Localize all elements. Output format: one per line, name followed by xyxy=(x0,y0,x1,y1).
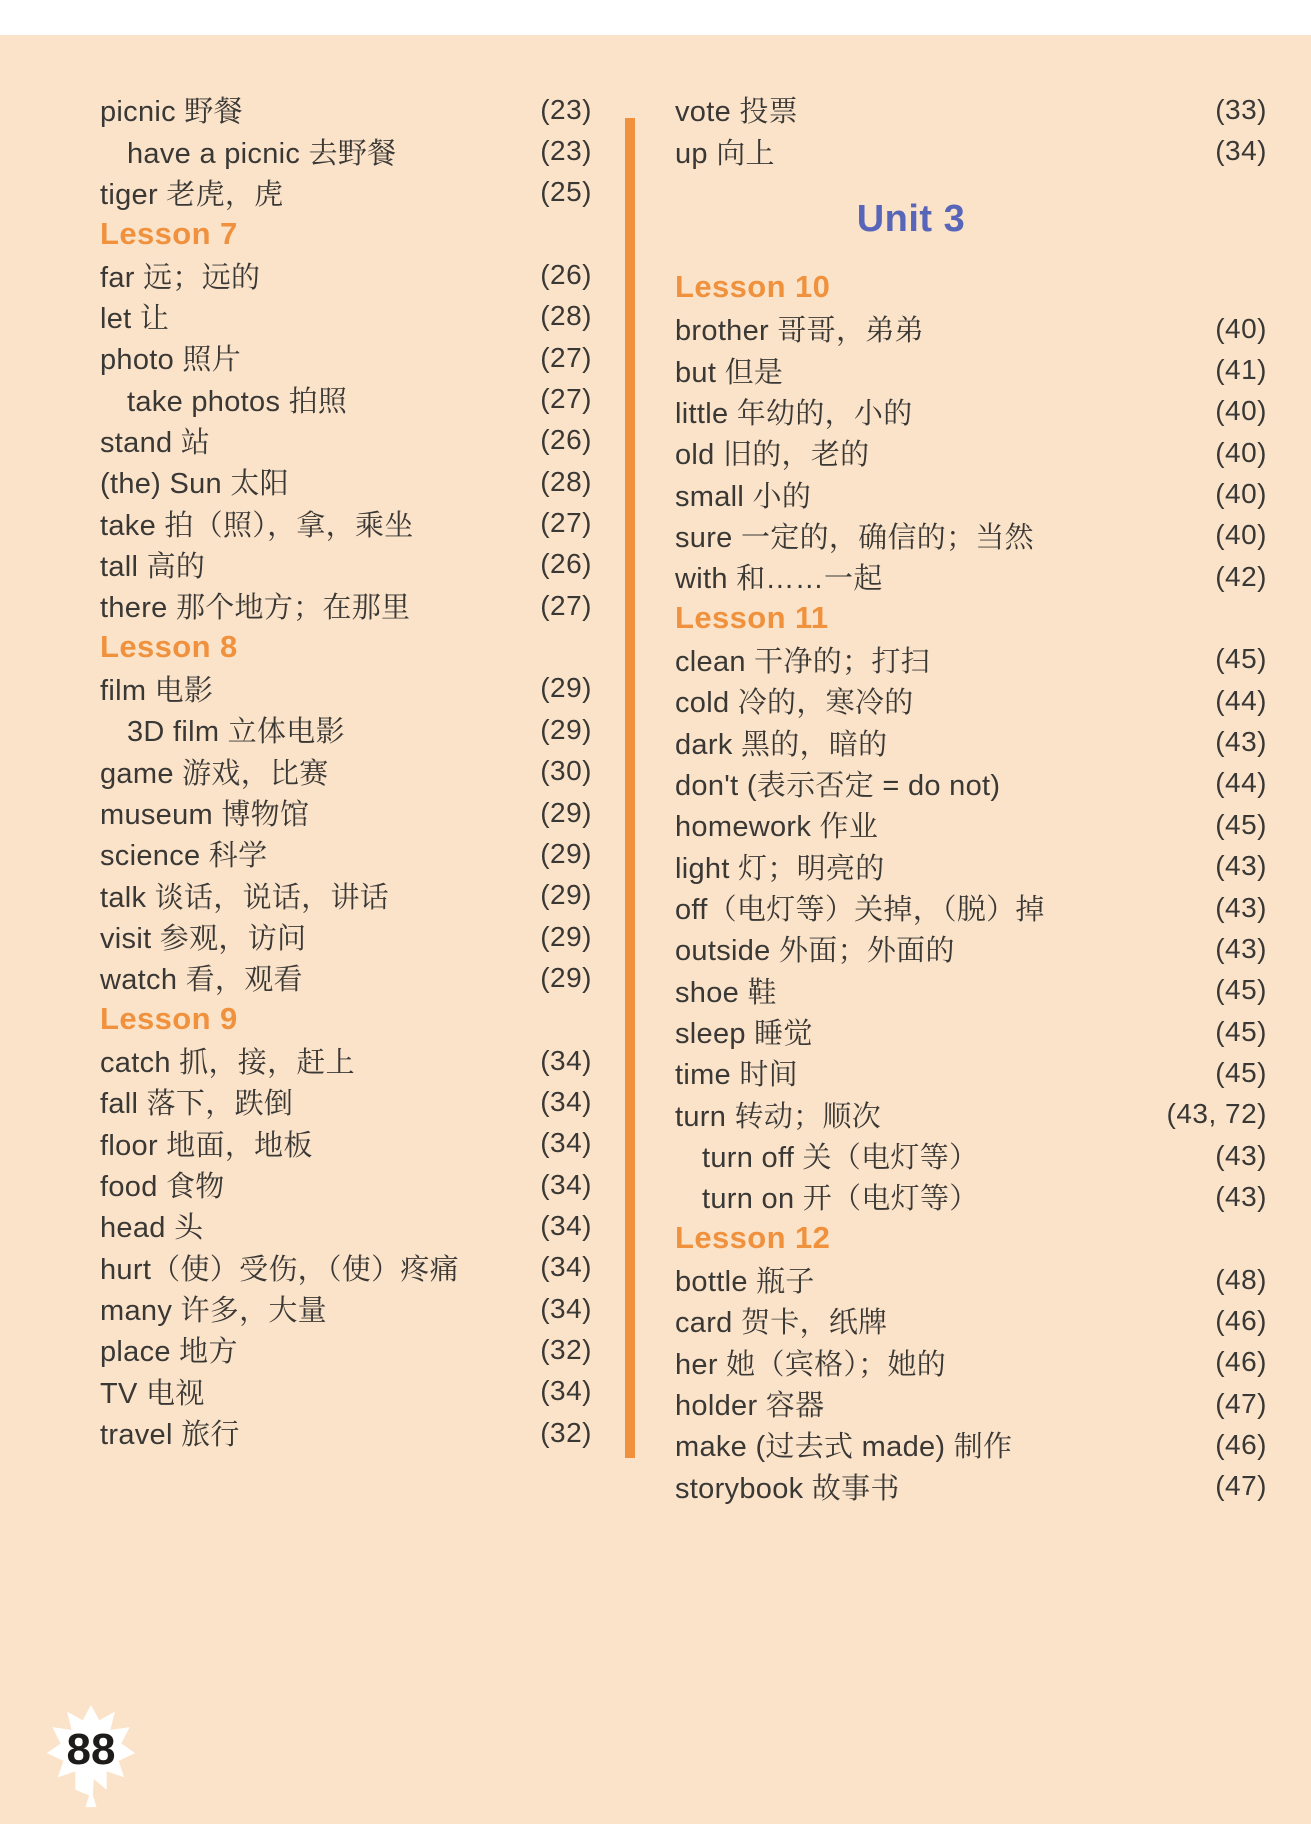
vocab-term: her 她（宾格）；她的 xyxy=(675,1348,947,1381)
vocab-row xyxy=(100,378,592,419)
vocab-term: dark 黑的，暗的 xyxy=(675,728,888,761)
page-reference: (43) xyxy=(1215,850,1267,882)
vocab-row xyxy=(100,461,592,502)
vocab-term: film 电影 xyxy=(100,674,214,707)
vocab-term: storybook 故事书 xyxy=(675,1472,900,1505)
page-reference: (23) xyxy=(540,93,592,125)
lesson-heading: Lesson 12 xyxy=(675,1220,831,1256)
page-reference: (40) xyxy=(1215,436,1267,468)
vocab-term: many 许多，大量 xyxy=(100,1295,327,1328)
vocab-row xyxy=(675,1466,1267,1507)
vocab-term: stand 站 xyxy=(100,426,211,459)
vocab-term: head 头 xyxy=(100,1212,204,1245)
page-reference: (29) xyxy=(540,837,592,869)
vocab-row xyxy=(675,515,1267,556)
vocab-term: fall 落下，跌倒 xyxy=(100,1088,294,1121)
vocab-row xyxy=(675,887,1267,928)
lesson-heading: Lesson 9 xyxy=(100,1001,238,1037)
vocab-row xyxy=(675,1135,1267,1176)
vocab-term: outside 外面；外面的 xyxy=(675,935,955,968)
page-reference: (47) xyxy=(1215,1470,1267,1502)
vocab-row xyxy=(100,1288,592,1329)
page-reference: (30) xyxy=(540,755,592,787)
vocab-term: museum 博物馆 xyxy=(100,799,310,832)
vocab-term: little 年幼的，小的 xyxy=(675,397,913,430)
vocab-row xyxy=(675,1176,1267,1217)
vocab-term: vote 投票 xyxy=(675,96,798,129)
page-reference: (32) xyxy=(540,1333,592,1365)
page-reference: (40) xyxy=(1215,478,1267,510)
page-reference: (34) xyxy=(540,1085,592,1117)
vocab-row xyxy=(675,1383,1267,1424)
vocab-column-right xyxy=(675,89,1267,1507)
vocab-term: floor 地面，地板 xyxy=(100,1129,313,1162)
vocab-row xyxy=(675,1300,1267,1341)
vocab-term: food 食物 xyxy=(100,1171,225,1204)
lesson-heading: Lesson 10 xyxy=(675,269,831,305)
page-reference: (25) xyxy=(540,176,592,208)
vocab-term: turn on 开（电灯等） xyxy=(702,1183,979,1216)
page-reference: (29) xyxy=(540,920,592,952)
vocab-row xyxy=(100,172,592,213)
vocab-row xyxy=(100,1081,592,1122)
vocab-term: turn 转动；顺次 xyxy=(675,1100,882,1133)
vocab-row xyxy=(675,1011,1267,1052)
vocab-row xyxy=(100,1329,592,1370)
vocab-term: have a picnic 去野餐 xyxy=(127,137,397,170)
vocab-row xyxy=(675,89,1267,130)
vocab-term: watch 看，观看 xyxy=(100,964,303,997)
vocab-term: tiger 老虎，虎 xyxy=(100,178,284,211)
vocab-row xyxy=(675,846,1267,887)
page-reference: (34) xyxy=(540,1375,592,1407)
page-reference: (34) xyxy=(540,1127,592,1159)
vocab-row xyxy=(100,1040,592,1081)
page-reference: (33) xyxy=(1215,93,1267,125)
vocab-row xyxy=(675,928,1267,969)
vocab-term: don't (表示否定 = do not) xyxy=(675,769,1001,802)
page-reference: (46) xyxy=(1215,1428,1267,1460)
vocab-term: cold 冷的，寒冷的 xyxy=(675,687,914,720)
page-reference: (34) xyxy=(540,1168,592,1200)
vocab-row xyxy=(100,254,592,295)
vocab-term: clean 干净的；打扫 xyxy=(675,645,930,678)
vocab-row xyxy=(675,970,1267,1011)
vocab-row xyxy=(675,130,1267,171)
vocab-term: there 那个地方；在那里 xyxy=(100,592,411,625)
lesson-heading: Lesson 8 xyxy=(100,629,238,665)
lesson-heading: Lesson 7 xyxy=(100,215,238,251)
vocab-term: hurt（使）受伤，（使）疼痛 xyxy=(100,1253,459,1286)
unit-heading xyxy=(675,172,1267,267)
page-reference: (45) xyxy=(1215,1015,1267,1047)
page-reference: (45) xyxy=(1215,643,1267,675)
vocab-row xyxy=(675,1259,1267,1300)
vocab-term: but 但是 xyxy=(675,356,784,389)
vocab-row xyxy=(100,337,592,378)
vocab-row xyxy=(100,544,592,585)
page-footer xyxy=(45,1703,137,1809)
vocab-row xyxy=(100,1123,592,1164)
vocab-term: let 让 xyxy=(100,302,170,335)
vocab-row xyxy=(100,709,592,750)
page-reference: (34) xyxy=(540,1292,592,1324)
vocab-term: science 科学 xyxy=(100,840,268,873)
vocab-term: tall 高的 xyxy=(100,550,206,583)
vocab-row xyxy=(100,130,592,171)
page-reference: (29) xyxy=(540,672,592,704)
page-reference: (48) xyxy=(1215,1263,1267,1295)
page-reference: (34) xyxy=(540,1209,592,1241)
unit-heading-label: Unit 3 xyxy=(856,197,966,240)
vocab-row xyxy=(100,668,592,709)
vocab-term: TV 电视 xyxy=(100,1377,205,1410)
page-reference: (28) xyxy=(540,465,592,497)
page-reference: (29) xyxy=(540,961,592,993)
vocab-row xyxy=(100,89,592,130)
vocab-row xyxy=(675,721,1267,762)
vocab-term: turn off 关（电灯等） xyxy=(702,1142,979,1175)
page-reference: (44) xyxy=(1215,684,1267,716)
vocab-row xyxy=(675,1424,1267,1465)
page-reference: (42) xyxy=(1215,560,1267,592)
page-reference: (47) xyxy=(1215,1387,1267,1419)
vocab-row xyxy=(675,763,1267,804)
vocab-term: place 地方 xyxy=(100,1336,238,1369)
vocab-row xyxy=(675,1052,1267,1093)
page-reference: (40) xyxy=(1215,519,1267,551)
vocab-row xyxy=(100,792,592,833)
page-reference: (43) xyxy=(1215,726,1267,758)
vocab-term: (the) Sun 太阳 xyxy=(100,468,289,501)
page-reference: (27) xyxy=(540,507,592,539)
vocab-row xyxy=(100,957,592,998)
vocab-row xyxy=(100,875,592,916)
page-reference: (43) xyxy=(1215,1139,1267,1171)
vocab-term: sure 一定的，确信的；当然 xyxy=(675,521,1034,554)
page-reference: (26) xyxy=(540,259,592,291)
vocab-term: travel 旅行 xyxy=(100,1419,240,1452)
page-reference: (43, 72) xyxy=(1166,1098,1267,1130)
vocab-term: take 拍（照），拿，乘坐 xyxy=(100,509,414,542)
page-reference: (29) xyxy=(540,713,592,745)
page-reference: (32) xyxy=(540,1416,592,1448)
page-reference: (29) xyxy=(540,879,592,911)
page-reference: (27) xyxy=(540,383,592,415)
vocab-term: photo 照片 xyxy=(100,344,242,377)
vocab-row xyxy=(675,349,1267,390)
page-reference: (34) xyxy=(540,1044,592,1076)
page-reference: (46) xyxy=(1215,1304,1267,1336)
vocab-term: shoe 鞋 xyxy=(675,976,777,1009)
vocab-row xyxy=(675,556,1267,597)
vocab-row xyxy=(100,1412,592,1453)
vocab-row xyxy=(100,585,592,626)
vocab-row xyxy=(100,296,592,337)
vocab-row xyxy=(675,1094,1267,1135)
vocab-row xyxy=(675,308,1267,349)
page-number: 88 xyxy=(66,1725,116,1774)
page-reference: (43) xyxy=(1215,932,1267,964)
vocab-column-left xyxy=(100,89,592,1453)
lesson-heading: Lesson 11 xyxy=(675,600,829,636)
page-reference: (46) xyxy=(1215,1346,1267,1378)
vocab-row xyxy=(100,420,592,461)
page-reference: (44) xyxy=(1215,767,1267,799)
vocab-row xyxy=(100,1247,592,1288)
vocab-row xyxy=(100,1205,592,1246)
vocab-term: visit 参观，访问 xyxy=(100,923,307,956)
page-reference: (34) xyxy=(540,1251,592,1283)
page-reference: (29) xyxy=(540,796,592,828)
page-reference: (45) xyxy=(1215,1056,1267,1088)
page-reference: (26) xyxy=(540,548,592,580)
vocab-row xyxy=(675,639,1267,680)
page-reference: (45) xyxy=(1215,808,1267,840)
vocab-term: make (过去式 made) 制作 xyxy=(675,1431,1013,1464)
page-reference: (26) xyxy=(540,424,592,456)
vocab-term: old 旧的，老的 xyxy=(675,439,870,472)
vocab-term: time 时间 xyxy=(675,1059,798,1092)
vocab-row xyxy=(100,502,592,543)
page-reference: (27) xyxy=(540,341,592,373)
page-reference: (40) xyxy=(1215,312,1267,344)
page-reference: (28) xyxy=(540,300,592,332)
page-reference: (23) xyxy=(540,135,592,167)
vocab-term: sleep 睡觉 xyxy=(675,1018,813,1051)
column-divider xyxy=(625,118,635,1458)
vocab-row xyxy=(100,751,592,792)
vocab-row xyxy=(675,432,1267,473)
vocab-row xyxy=(100,1371,592,1412)
page-reference: (34) xyxy=(1215,135,1267,167)
vocab-term: off（电灯等）关掉，（脱）掉 xyxy=(675,894,1045,927)
vocab-term: homework 作业 xyxy=(675,811,879,844)
vocab-row xyxy=(100,1164,592,1205)
page-reference: (45) xyxy=(1215,974,1267,1006)
vocab-term: game 游戏，比赛 xyxy=(100,757,329,790)
vocab-term: talk 谈话，说话，讲话 xyxy=(100,881,390,914)
page-reference: (27) xyxy=(540,589,592,621)
vocab-row xyxy=(675,804,1267,845)
vocab-term: small 小的 xyxy=(675,480,812,513)
vocab-term: take photos 拍照 xyxy=(127,385,348,418)
vocab-term: catch 抓，接，赶上 xyxy=(100,1047,355,1080)
vocab-term: picnic 野餐 xyxy=(100,96,243,129)
vocab-term: light 灯；明亮的 xyxy=(675,852,885,885)
vocab-term: card 贺卡，纸牌 xyxy=(675,1307,888,1340)
vocab-term: bottle 瓶子 xyxy=(675,1266,815,1299)
page-reference: (43) xyxy=(1215,1180,1267,1212)
vocab-row xyxy=(100,916,592,957)
vocab-row xyxy=(675,680,1267,721)
vocab-row xyxy=(675,391,1267,432)
vocab-term: brother 哥哥，弟弟 xyxy=(675,315,924,348)
vocab-term: holder 容器 xyxy=(675,1390,825,1423)
page-reference: (43) xyxy=(1215,891,1267,923)
page-reference: (41) xyxy=(1215,354,1267,386)
vocab-term: 3D film 立体电影 xyxy=(127,716,345,749)
vocab-term: far 远；远的 xyxy=(100,261,261,294)
vocab-row xyxy=(675,1342,1267,1383)
vocab-row xyxy=(675,473,1267,514)
page-reference: (40) xyxy=(1215,395,1267,427)
vocab-term: up 向上 xyxy=(675,137,775,170)
vocab-term: with 和……一起 xyxy=(675,563,883,596)
vocab-row xyxy=(100,833,592,874)
